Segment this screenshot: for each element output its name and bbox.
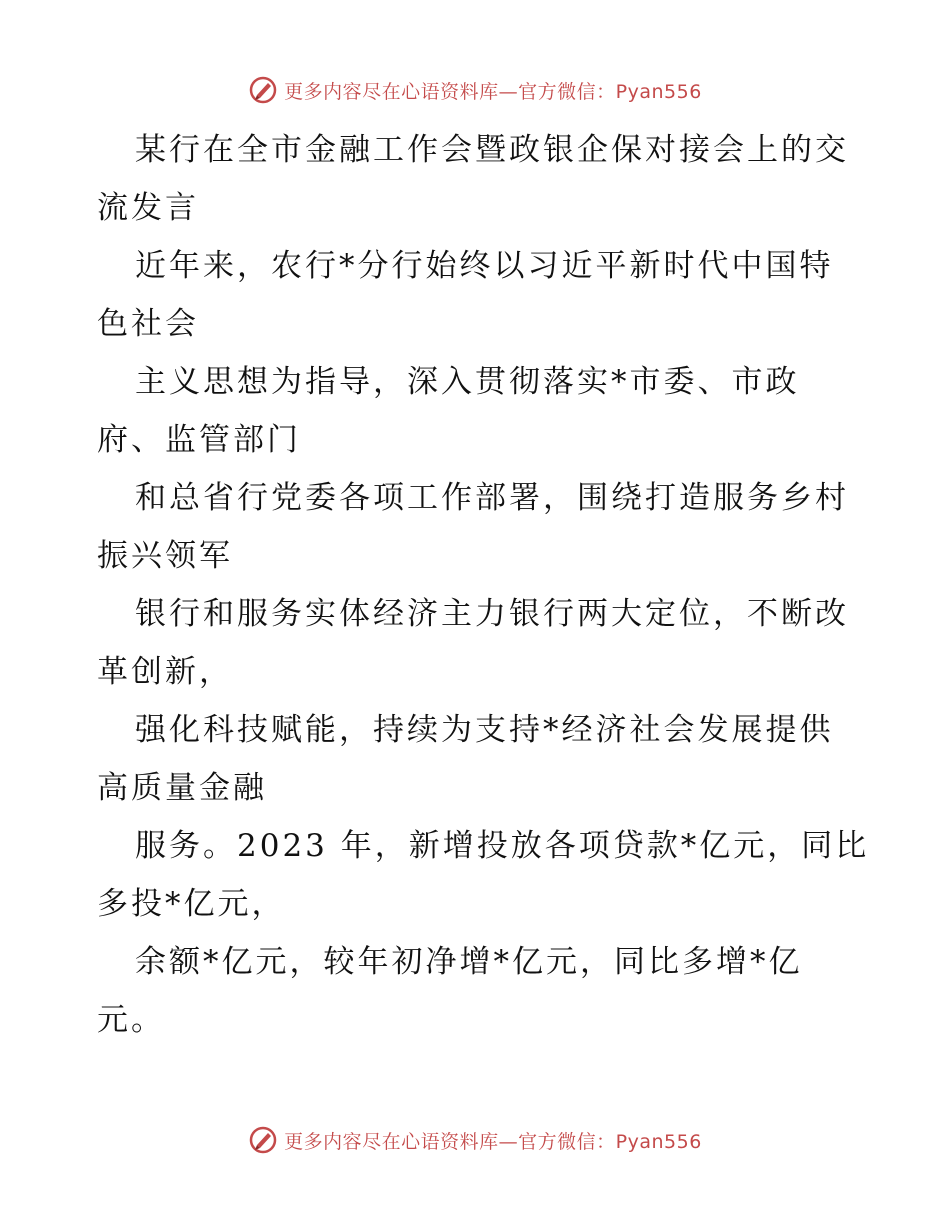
- paragraph-line: 流发言: [97, 190, 199, 226]
- paragraph: [97, 933, 857, 1049]
- banner-text: [284, 1127, 702, 1154]
- paragraph-line: 色社会: [97, 306, 199, 342]
- paragraph-line: 振兴领军: [97, 538, 233, 574]
- paragraph-line: 革创新，: [97, 654, 233, 690]
- paragraph: [97, 585, 857, 701]
- paragraph-line: 主义思想为指导，深入贯彻落实*市委、市政: [135, 364, 800, 400]
- paragraph-line: 和总省行党委各项工作部署，围绕打造服务乡村: [135, 480, 849, 516]
- paragraph-line: 服务。2023 年，新增投放各项贷款*亿元，同比: [135, 828, 870, 864]
- paragraph-line: 某行在全市金融工作会暨政银企保对接会上的交: [135, 132, 849, 168]
- paragraph-line: 府、监管部门: [97, 422, 301, 458]
- banner-text: [284, 77, 702, 104]
- banner-wechat-id: Pyan556: [615, 1130, 702, 1153]
- paragraph-line: 余额*亿元，较年初净增*亿元，同比多增*亿: [135, 944, 803, 980]
- paragraph-line: 高质量金融: [97, 770, 267, 806]
- paragraph: [97, 237, 857, 353]
- banner-label: 更多内容尽在心语资料库—官方微信：: [284, 80, 616, 103]
- paragraph: [97, 469, 857, 585]
- document-body: [97, 121, 870, 1049]
- paragraph-line: 元。: [97, 1002, 165, 1038]
- banner-wechat-id: Pyan556: [615, 80, 702, 103]
- paragraph-line: 多投*亿元，: [97, 886, 286, 922]
- paragraph: [97, 353, 857, 469]
- paragraph-line: 近年来，农行*分行始终以习近平新时代中国特: [135, 248, 834, 284]
- paragraph-line: 强化科技赋能，持续为支持*经济社会发展提供: [135, 712, 834, 748]
- paragraph: [97, 121, 857, 237]
- paragraph: [97, 701, 857, 817]
- pen-logo-icon: [248, 75, 278, 105]
- paragraph-line: 银行和服务实体经济主力银行两大定位，不断改: [135, 596, 849, 632]
- pen-logo-icon: [248, 1125, 278, 1155]
- header-banner: [0, 70, 950, 110]
- banner-label: 更多内容尽在心语资料库—官方微信：: [284, 1130, 616, 1153]
- footer-banner: [0, 1120, 950, 1160]
- paragraph: [97, 817, 870, 933]
